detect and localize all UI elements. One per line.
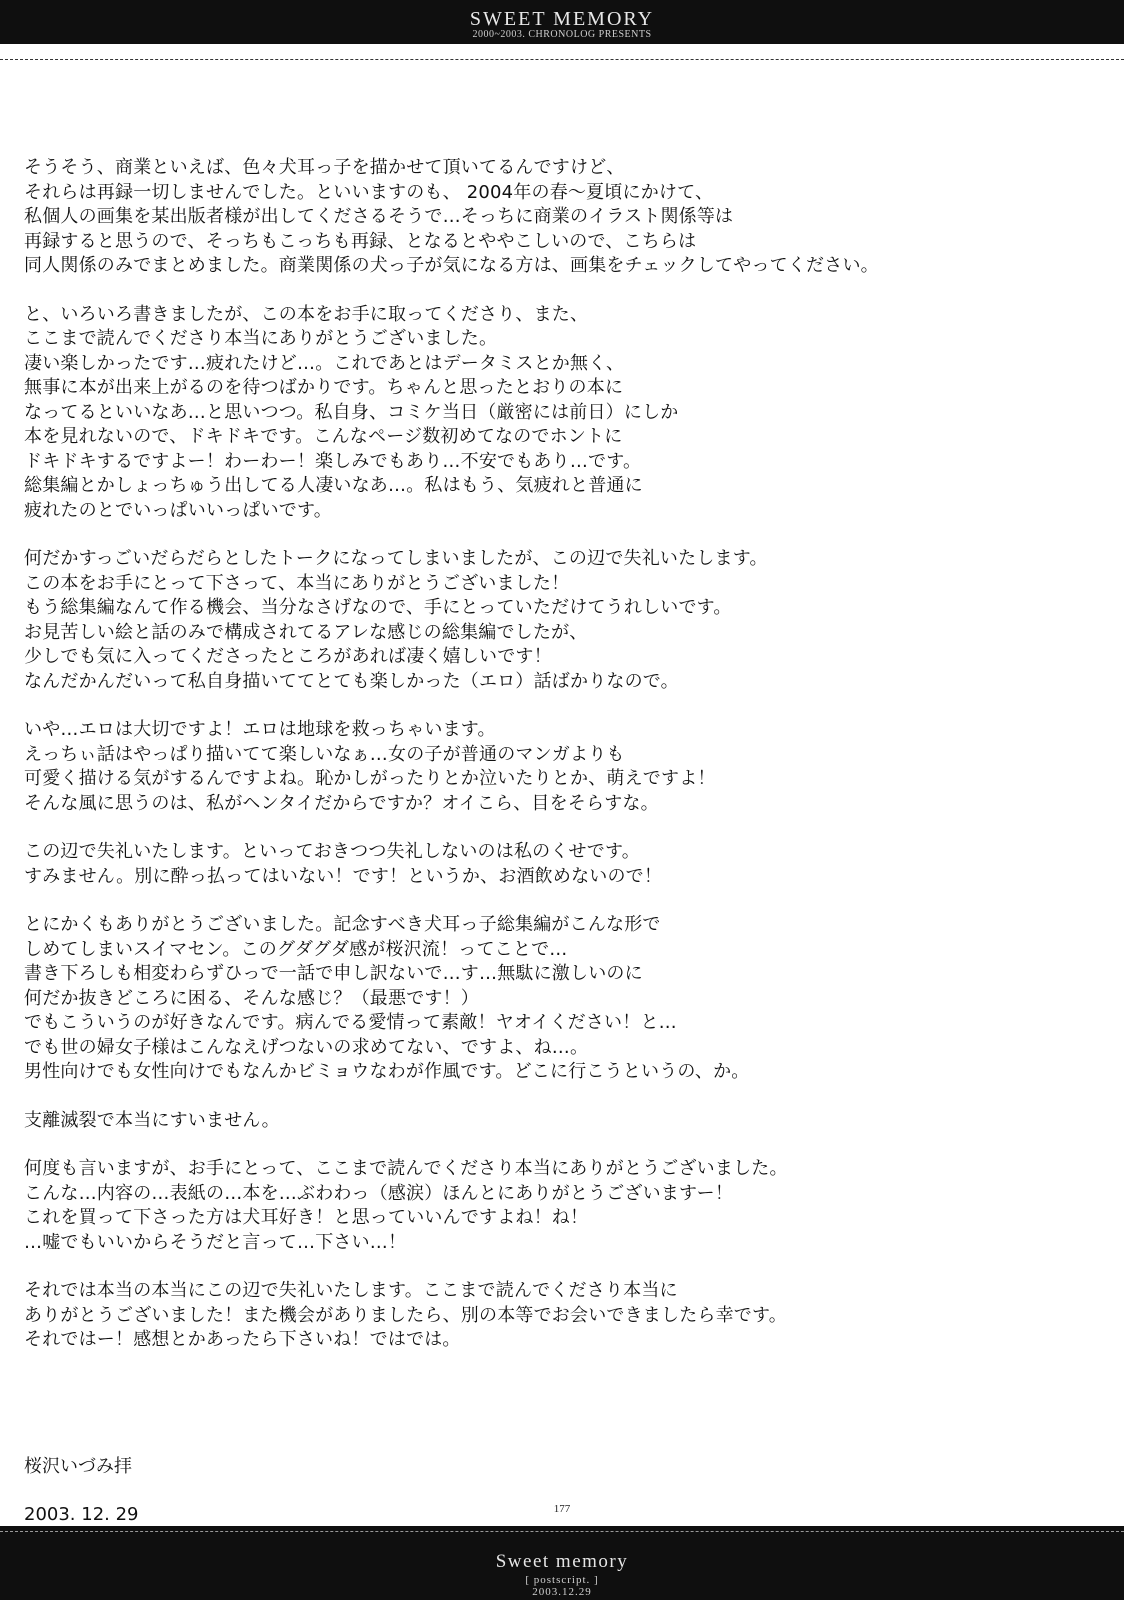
paragraph-gap: [24, 1133, 1104, 1157]
footer-date: 2003.12.29: [532, 1586, 592, 1598]
book-subtitle: 2000~2003. CHRONOLOG PRESENTS: [472, 29, 652, 40]
footer-subtitle: [ postscript. ]: [525, 1574, 599, 1586]
book-title: SWEET MEMORY: [469, 8, 655, 30]
paragraph-gap: [24, 1085, 1104, 1109]
paragraph-gap: [24, 279, 1104, 303]
signature-date: 2003. 12. 29: [24, 1504, 139, 1525]
header-dashed-divider: [0, 59, 1124, 60]
paragraph: 支離滅裂で本当にすいません。: [24, 1109, 280, 1131]
header-band: [0, 44, 1124, 66]
paragraph-gap: [24, 1255, 1104, 1279]
postscript-body: [24, 156, 1104, 1353]
paragraph: 何だかすっごいだらだらとしたトークになってしまいましたが、この辺で失礼いたします。 この本をお手にとって下さって、本当にありがとうございました！ もう総集編なんて作る機会、当分なさげなので、手にとっていただけてうれしいです。 お見苦しい絵と話のみで構成されてるアレな感じの総集編でしたが、 少しでも気に入ってくださったところがあれば凄く嬉しいです！ なんだかんだいって私自身描いててとても楽しかった（エロ）話ばかりなので。: [24, 548, 768, 692]
paragraph: この辺で失礼いたします。といっておきつつ失礼しないのは私のくせです。 すみません。別に酔っ払ってはいない！です！というか、お酒飲めないので！: [24, 841, 663, 887]
paragraph: 何度も言いますが、お手にとって、ここまで読んでくださり本当にありがとうございました。 こんな…内容の…表紙の…本を…ぶわわっ（感涙）ほんとにありがとうございますー！ これを買って下さった方は犬耳好き！と思っていいんですよね！ね！ …嘘でもいいからそうだと言って…下さい…！: [24, 1158, 788, 1253]
paragraph-gap: [24, 694, 1104, 718]
footer-dashed-divider: [0, 1531, 1124, 1532]
paragraph: いや…エロは大切ですよ！エロは地球を救っちゃいます。 えっちぃ話はやっぱり描いてて楽しいなぁ…女の子が普通のマンガよりも 可愛く描ける気がするんですよね。恥かしがったりとか泣いたりとか、萌えですよ！ そんな風に思うのは、私がヘンタイだからですか？オイこら、目をそらすな。: [24, 719, 716, 814]
paragraph-gap: [24, 523, 1104, 547]
header-bar: [0, 0, 1124, 44]
paragraph: とにかくもありがとうございました。記念すべき犬耳っ子総集編がこんな形で しめてしまいスイマセン。このグダグダ感が桜沢流！ってことで… 書き下ろしも相変わらずひっで一話で申し訳ないで…す…無駄に激しいのに 何だか抜きどころに困る、そんな感じ？（最悪です！） でもこういうのが好きなんです。病んでる愛情って素敵！ヤオイください！と… でも世の婦女子様はこんなえげつないの求めてない、ですよ、ね…。 男性向けでも女性向けでもなんかビミョウなわが作風です。どこに行こうというの、か。: [24, 914, 750, 1082]
footer-title: Sweet memory: [495, 1551, 629, 1572]
footer-bar: [0, 1526, 1124, 1600]
paragraph-gap: [24, 816, 1104, 840]
author-signature: 桜沢いづみ拝: [24, 1456, 132, 1477]
page-number: 177: [553, 1503, 571, 1515]
paragraph: それでは本当の本当にこの辺で失礼いたします。ここまで読んでくださり本当に ありがとうございました！また機会がありましたら、別の本等でお会いできましたら幸です。 それではー！感想とかあったら下さいね！ではでは。: [24, 1280, 787, 1350]
paragraph: そうそう、商業といえば、色々犬耳っ子を描かせて頂いてるんですけど、 それらは再録一切しませんでした。といいますのも、 2004年の春～夏頃にかけて、 私個人の画集を某出版者様が出してくださるそうで…そっちに商業のイラスト関係等は 再録すると思うので、そっちもこっちも再録、となるとややこしいので、こちらは 同人関係のみでまとめました。商業関係の犬っ子が気になる方は、画集をチェックしてやってください。: [24, 157, 879, 276]
paragraph-gap: [24, 889, 1104, 913]
paragraph: と、いろいろ書きましたが、この本をお手に取ってくださり、また、 ここまで読んでくださり本当にありがとうございました。 凄い楽しかったです…疲れたけど…。これであとはデータミスとか無く、 無事に本が出来上がるのを待つばかりです。ちゃんと思ったとおりの本に なってるといいなあ…と思いつつ。私自身、コミケ当日（厳密には前日）にしか 本を見れないので、ドキドキです。こんなページ数初めてなのでホントに ドキドキするですよー！わーわー！楽しみでもあり…不安でもあり…です。 総集編とかしょっちゅう出してる人凄いなあ…。私はもう、気疲れと普通に 疲れたのとでいっぱいいっぱいです。: [24, 303, 679, 521]
